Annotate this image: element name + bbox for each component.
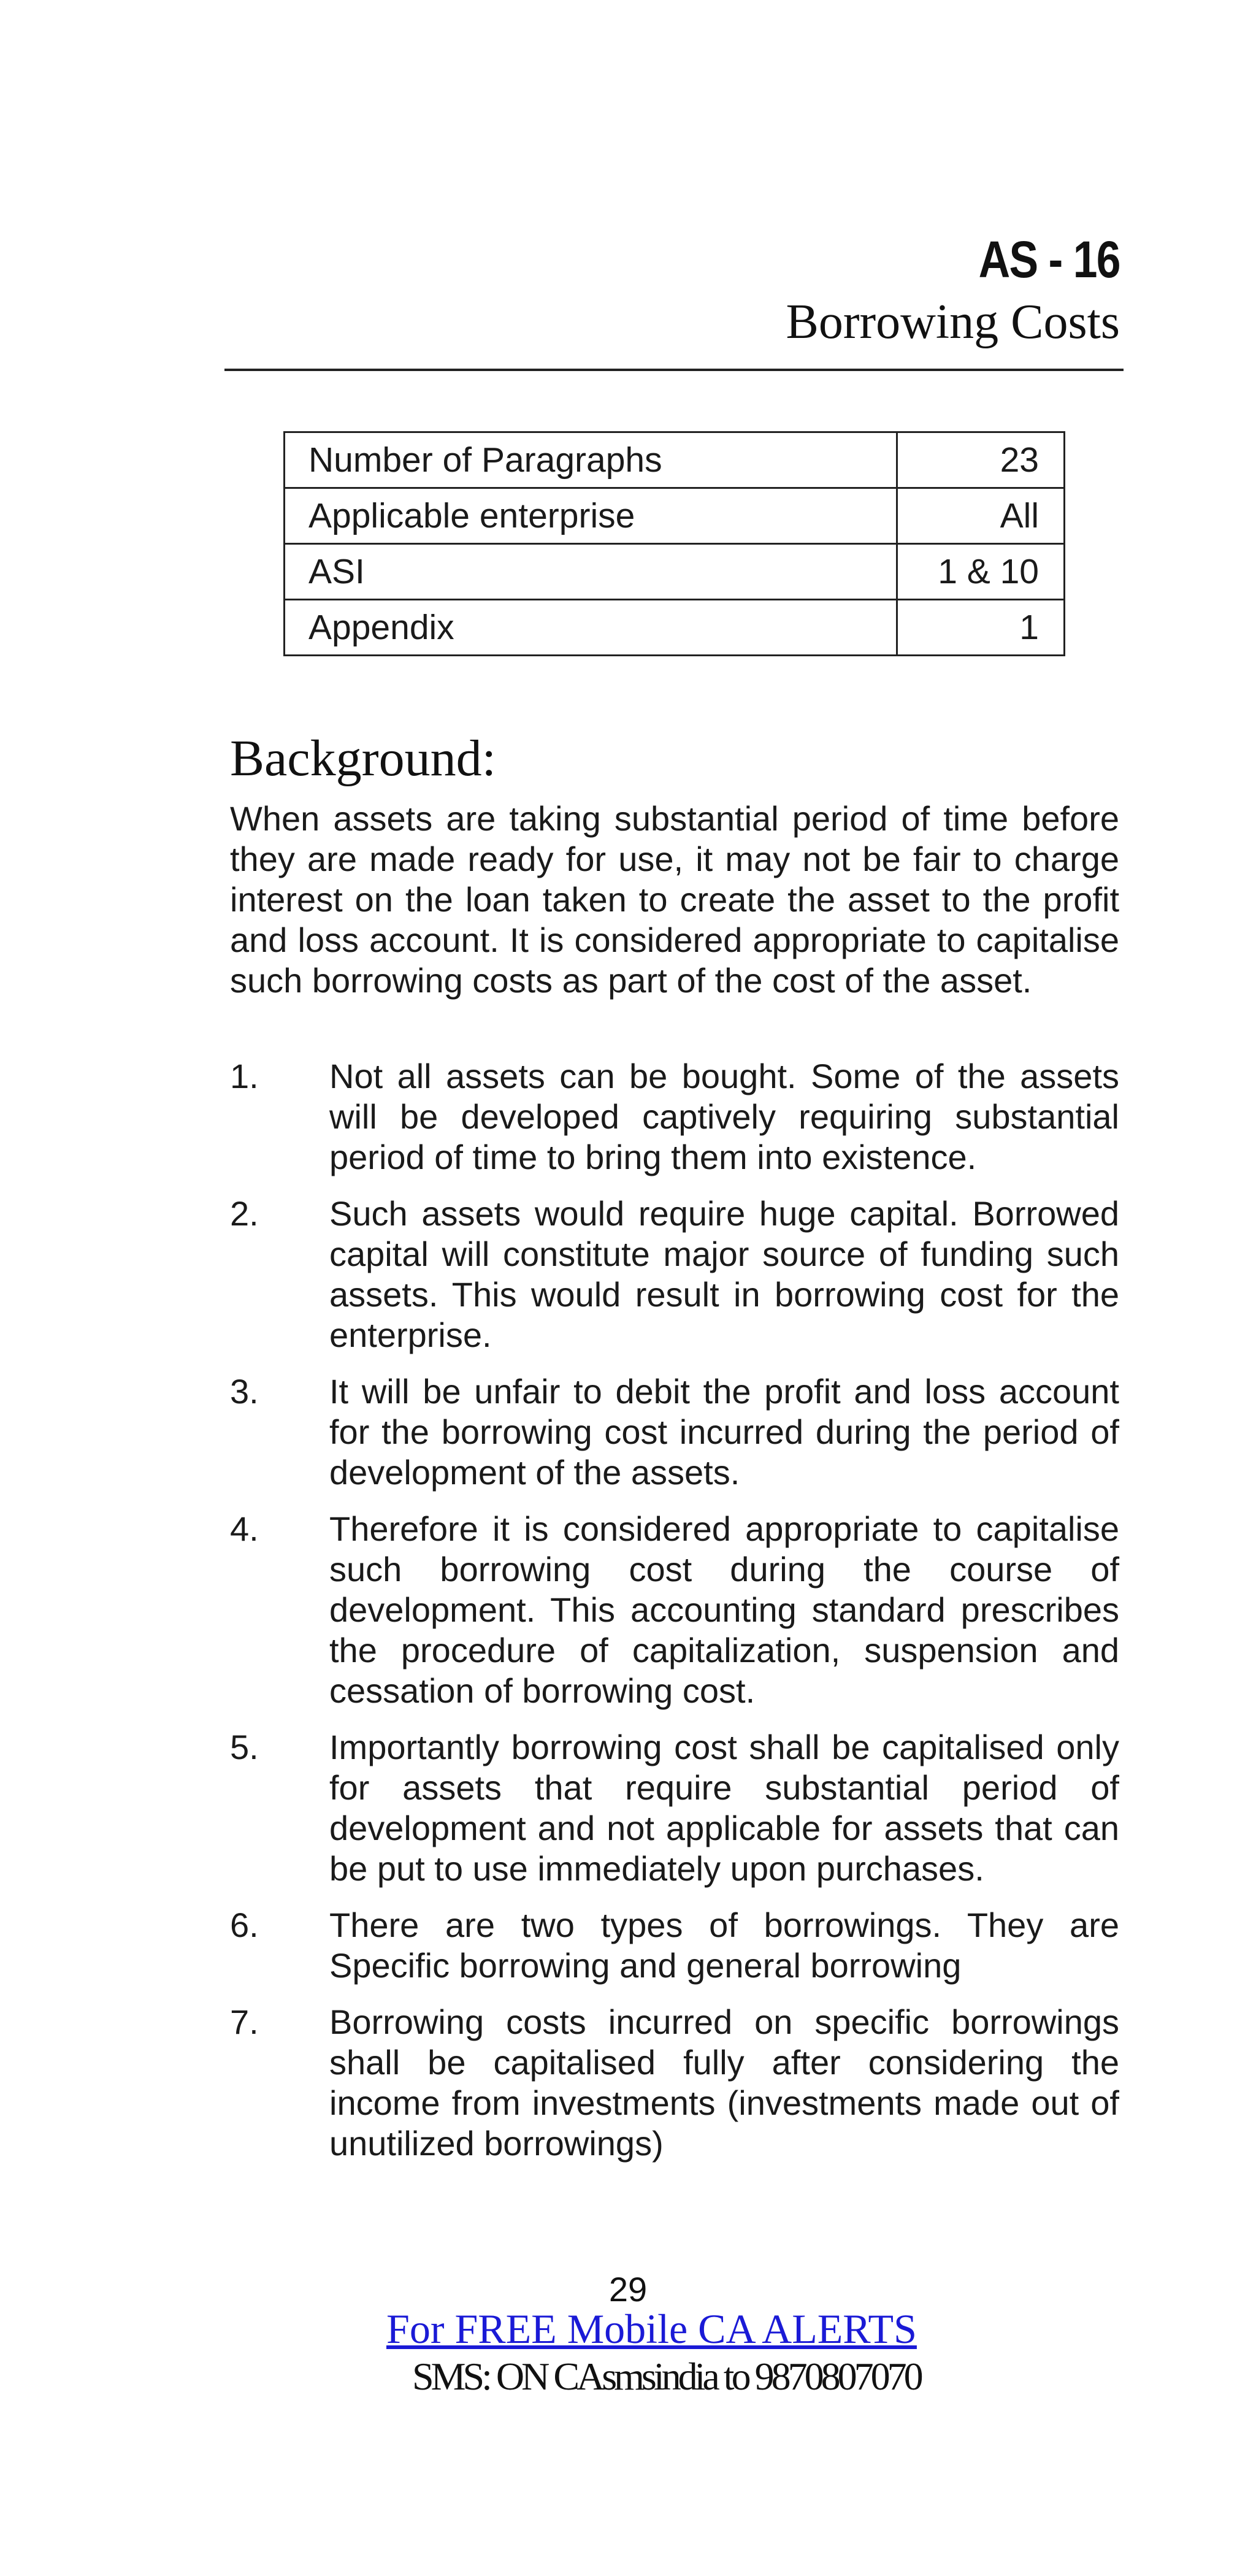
list-item-number: 7. (230, 2003, 259, 2041)
background-intro: When assets are taking substantial period of time before they are made ready for use, it may not be fair to charge interest on the loan taken to create the asset to the profit and loss account. It is considered appropriate to capitalise such borrowing costs as part of the cost of the asset. (230, 799, 1119, 1000)
standard-title: AS - 16 (978, 231, 1120, 288)
table-row (285, 488, 1065, 544)
table-cell-value: All (897, 488, 1065, 544)
table-cell-label: ASI (285, 544, 897, 600)
list-item-number: 2. (230, 1194, 259, 1233)
list-item-number: 3. (230, 1372, 259, 1411)
table-cell-label: Appendix (285, 600, 897, 656)
page-number: 29 (608, 2270, 648, 2309)
table-cell-label: Number of Paragraphs (285, 432, 897, 488)
standard-subtitle: Borrowing Costs (786, 295, 1120, 349)
numbered-list (230, 1056, 1119, 2164)
table-row (285, 432, 1065, 488)
table-row (285, 600, 1065, 656)
list-item (230, 1509, 1119, 1711)
table-cell-value: 1 (897, 600, 1065, 656)
table-cell-value: 1 & 10 (897, 544, 1065, 600)
list-item (230, 2002, 1119, 2164)
background-heading: Background: (230, 730, 496, 787)
list-item (230, 1371, 1119, 1493)
list-item (230, 1905, 1119, 1986)
list-item-text: Importantly borrowing cost shall be capitalised only for assets that require substantial period of development and not applicable for assets that can be put to use immediately upon purchases. (329, 1728, 1119, 1888)
list-item-text: Not all assets can be bought. Some of the assets will be developed captively requiring substantial period of time to bring them into existence. (329, 1057, 1119, 1176)
header-divider (224, 369, 1124, 371)
list-item (230, 1194, 1119, 1355)
list-item (230, 1727, 1119, 1889)
list-item-text: There are two types of borrowings. They are Specific borrowing and general borrowing (329, 1906, 1119, 1985)
list-item-text: Therefore it is considered appropriate to capitalise such borrowing cost during the course of development. This accounting standard prescribes the procedure of capitalization, suspension and cessation of borrowing cost. (329, 1509, 1119, 1710)
list-item-number: 5. (230, 1728, 259, 1766)
sms-instructions: SMS: ON CAsmsindia to 9870807070 (412, 2355, 921, 2398)
summary-table (283, 431, 1065, 656)
list-item-number: 4. (230, 1509, 259, 1548)
list-item-text: Borrowing costs incurred on specific borrowings shall be capitalised fully after considering the income from investments (investments made out of unutilized borrowings) (329, 2003, 1119, 2163)
list-item-text: Such assets would require huge capital. Borrowed capital will constitute major source of funding such assets. This would result in borrowing cost for the enterprise. (329, 1194, 1119, 1354)
list-item-number: 1. (230, 1057, 259, 1095)
list-item-number: 6. (230, 1906, 259, 1944)
list-item (230, 1056, 1119, 1178)
table-row (285, 544, 1065, 600)
table-cell-label: Applicable enterprise (285, 488, 897, 544)
list-item-text: It will be unfair to debit the profit and loss account for the borrowing cost incurred during the period of development of the assets. (329, 1372, 1119, 1492)
ca-alerts-link[interactable]: For FREE Mobile CA ALERTS (386, 2306, 917, 2352)
table-cell-value: 23 (897, 432, 1065, 488)
